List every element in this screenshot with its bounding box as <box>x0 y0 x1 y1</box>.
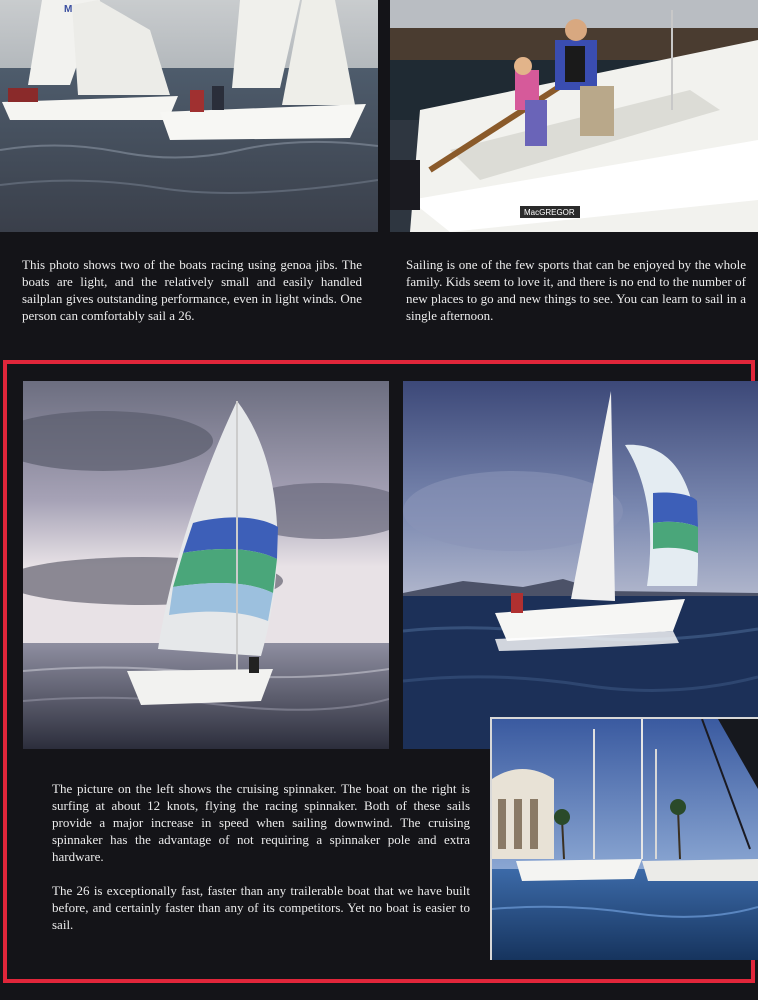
caption-spinnaker-p2: The 26 is exceptionally fast, faster than any trailerable boat that we have built before, and certainly faster than any of its competitors. Yet no boat is easier to sail. <box>52 883 470 932</box>
photo-racing-spinnaker <box>403 381 758 749</box>
photo-cruising-spinnaker <box>23 381 389 749</box>
caption-racing-text: This photo shows two of the boats racing using genoa jibs. The boats are light, and the relatively small and easily handled sailplan gives outstanding performance, even in light winds. One person can comfortably sail a 26. <box>22 257 362 323</box>
caption-racing <box>22 256 362 341</box>
caption-spinnaker-p1: The picture on the left shows the cruising spinnaker. The boat on the right is surfing at about 12 knots, flying the racing spinnaker. Both of these sails provide a major increase in speed when sailing downwind. The cruising spinnaker has the advantage of not requiring a spinnaker pole and extra hardware. <box>52 781 470 864</box>
hull-label: MacGREGOR <box>524 208 575 217</box>
caption-family <box>406 256 746 341</box>
caption-family-text: Sailing is one of the few sports that can be enjoyed by the whole family. Kids seem to love it, and there is no end to the number of new places to go and new things to see. You can learn to sail in a single afternoon. <box>406 257 746 323</box>
sail-number: M <box>64 4 73 15</box>
photo-marina-casino <box>490 717 758 960</box>
caption-spinnaker <box>52 780 470 950</box>
photo-family-on-deck <box>390 0 758 232</box>
photo-racing-boats <box>0 0 378 232</box>
